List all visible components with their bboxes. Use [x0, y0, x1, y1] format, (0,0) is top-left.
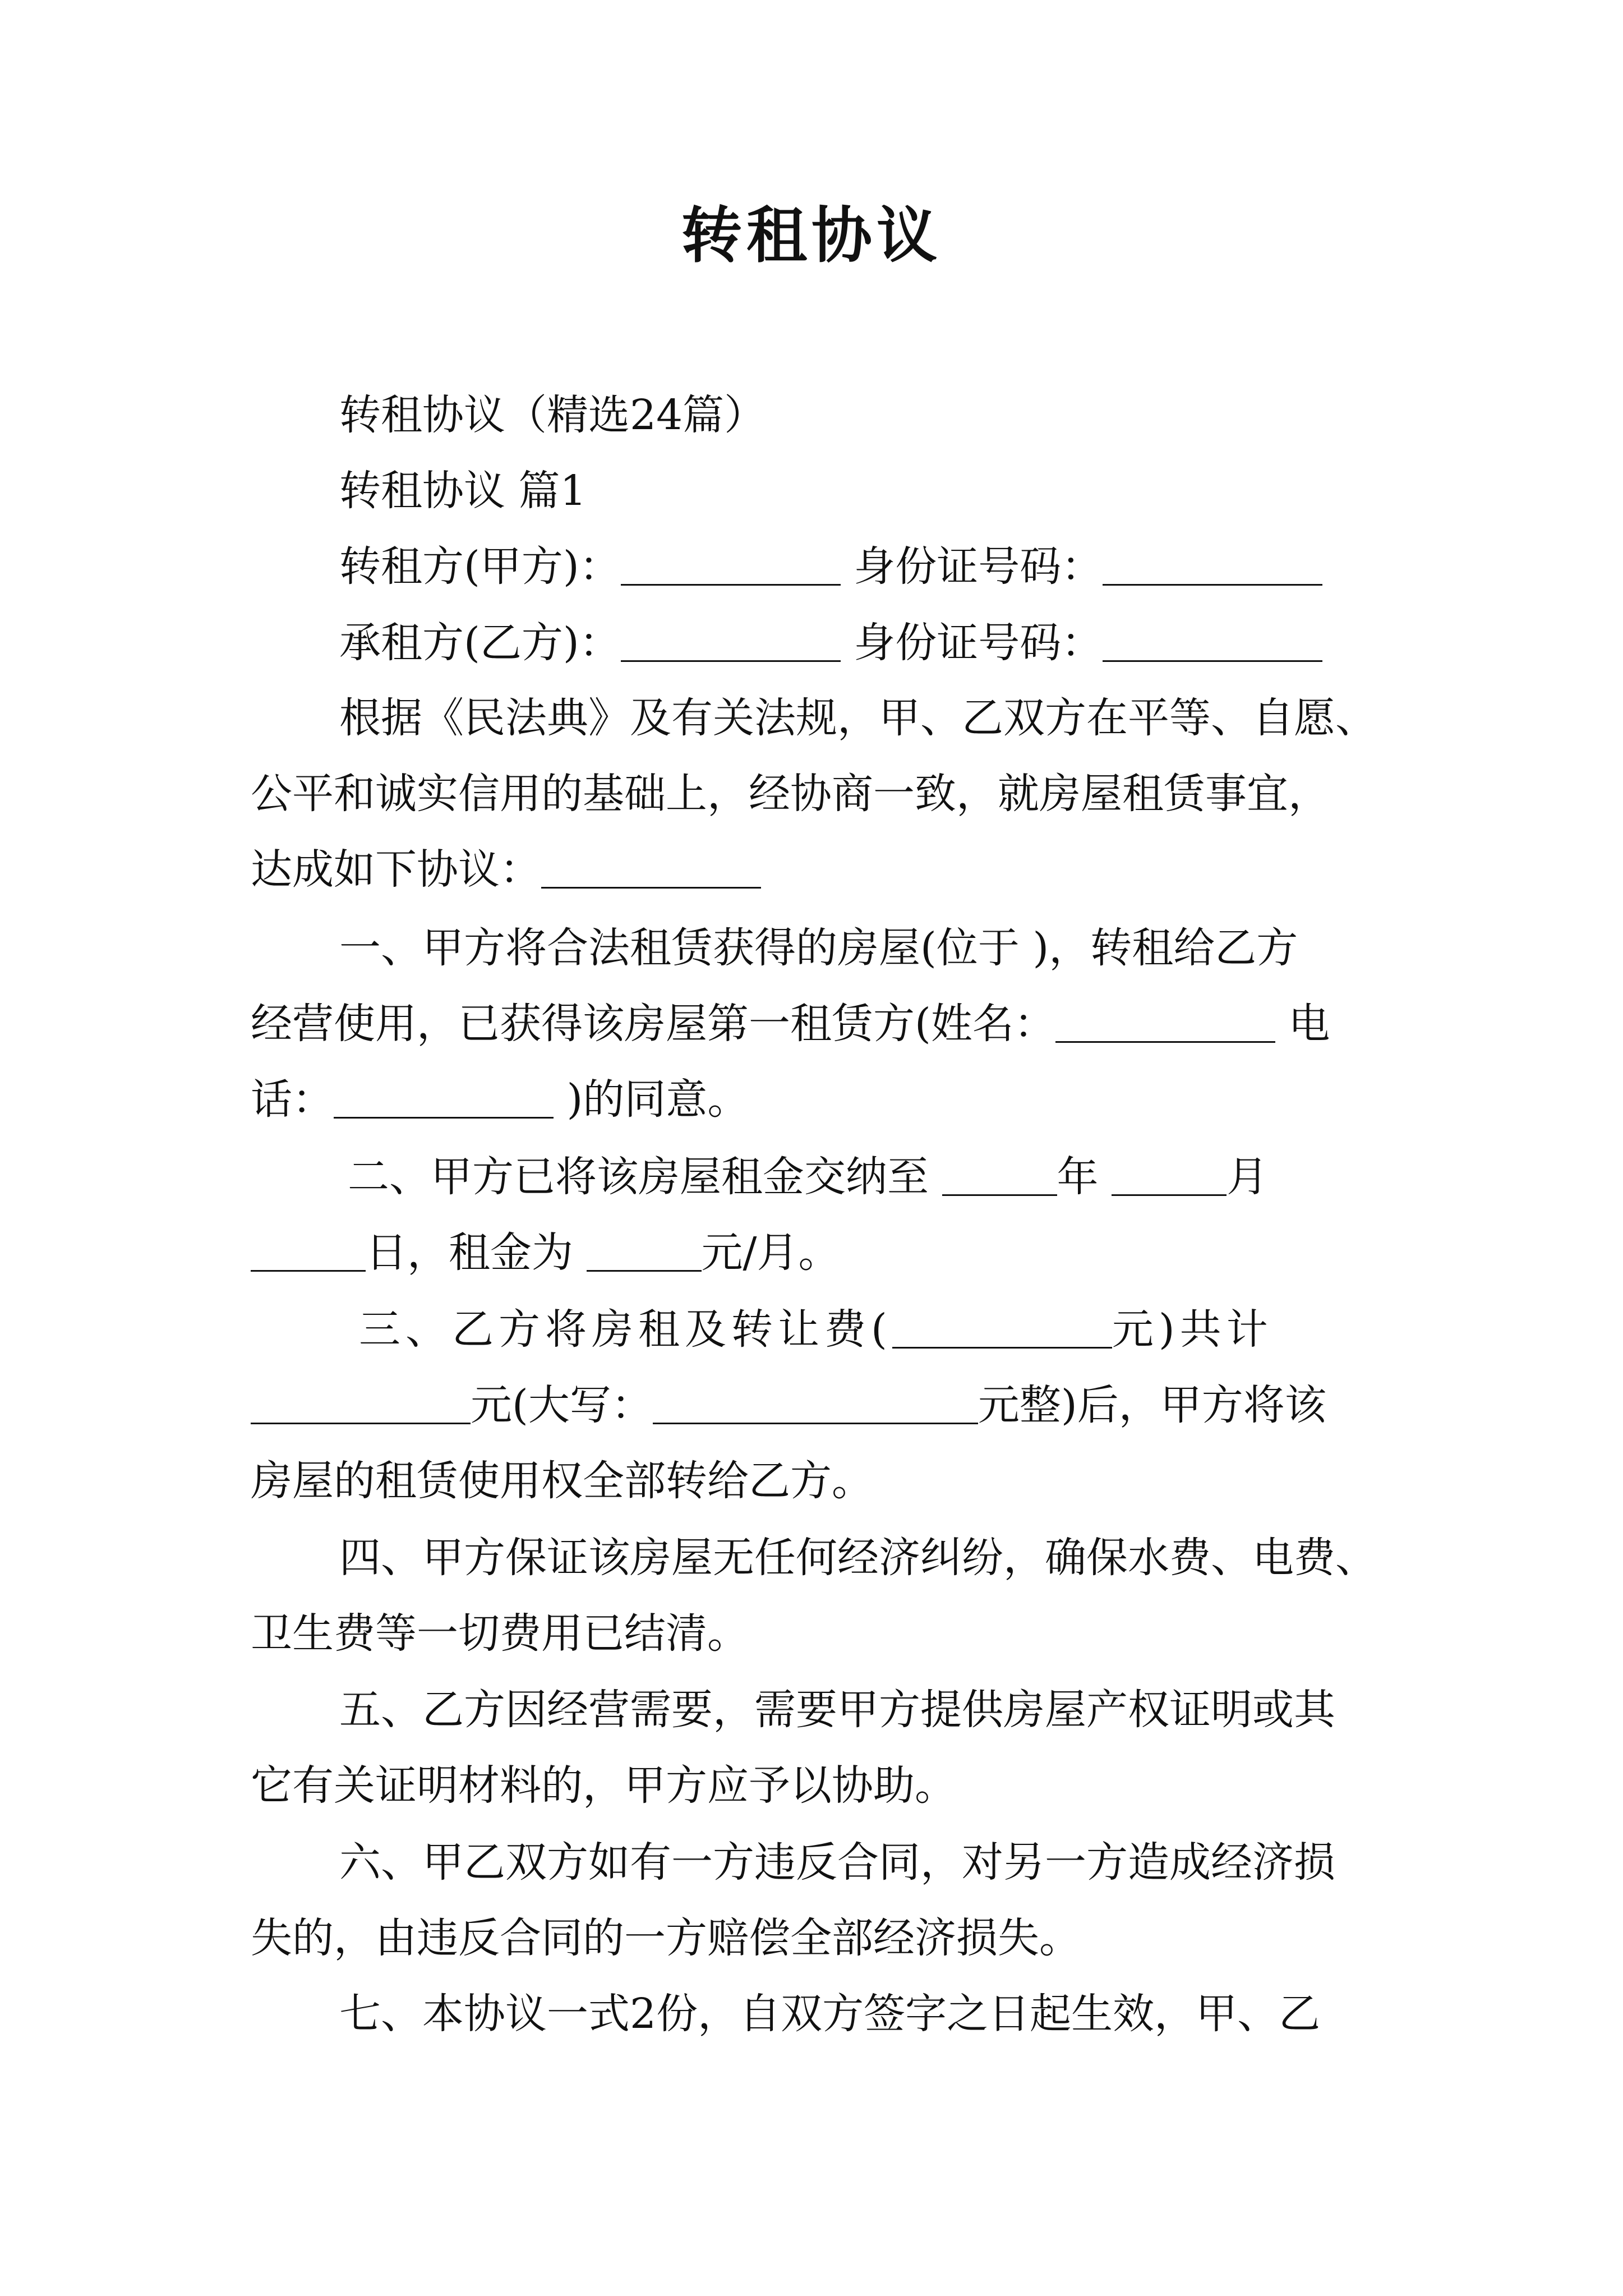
day-blank [251, 1231, 366, 1272]
clause-2-line: 二、甲方已将该房屋租金交纳至 年 月 [348, 1153, 1269, 1201]
party-b-label: 承租方(乙方)： [339, 619, 621, 667]
clause-1-line: 一、甲方将合法租赁获得的房屋(位于 )，转租给乙方 [339, 924, 1298, 972]
clause-5-line: 五、乙方因经营需要，需要甲方提供房屋产权证明或其 [339, 1686, 1335, 1734]
body-text-line: 达成如下协议： [251, 841, 1372, 898]
clause-5-line: 它有关证明材料的，甲方应予以协助。 [251, 1761, 956, 1810]
body-text-line: 公平和诚实信用的基础上，经协商一致，就房屋租赁事宜， [251, 770, 1330, 818]
clause-4-line: 卫生费等一切费用已结清。 [251, 1609, 749, 1658]
total-uppercase-blank [653, 1383, 978, 1424]
party-a-id-blank [1103, 545, 1322, 586]
clause-3-line: 元(大写： 元整)后，甲方将该 [251, 1377, 1372, 1433]
clause-3-line: 房屋的租赁使用权全部转给乙方。 [251, 1457, 873, 1505]
clause-6-line: 失的，由违反合同的一方赔偿全部经济损失。 [251, 1914, 1081, 1962]
party-a-label: 转租方(甲方)： [339, 542, 621, 591]
clause-1-line: 话： )的同意。 [251, 1075, 749, 1124]
party-b-name-blank [621, 621, 841, 662]
party-b-line [339, 615, 1461, 671]
document-title: 转租协议 [681, 200, 942, 271]
clause-2-line: 日，租金为 元/月。 [251, 1225, 1372, 1281]
landlord-name-blank [1055, 1002, 1275, 1043]
agreement-blank [541, 848, 761, 889]
clause-1-line: 经营使用，已获得该房屋第一租赁方(姓名： 电 [251, 1000, 1330, 1048]
party-a-id-label: 身份证号码： [840, 542, 1103, 591]
clause-4-line: 四、甲方保证该房屋无任何经济纠纷，确保水费、电费、 [339, 1534, 1377, 1582]
subtitle-collection: 转租协议（精选24篇） [339, 391, 766, 439]
transfer-fee-blank [892, 1308, 1112, 1349]
month-blank [1112, 1155, 1227, 1196]
subtitle-part: 转租协议 篇1 [339, 467, 587, 515]
year-blank [942, 1155, 1057, 1196]
body-text-line: 根据《民法典》及有关法规，甲、乙双方在平等、自愿、 [339, 694, 1377, 742]
party-b-id-blank [1103, 621, 1322, 662]
landlord-phone-blank [334, 1078, 554, 1119]
clause-3-line: 三、乙方将房租及转让费( 元)共计 [359, 1305, 1273, 1354]
rent-blank [587, 1231, 702, 1272]
clause-7-line: 七、本协议一式2份，自双方签字之日起生效，甲、乙 [339, 1990, 1321, 2038]
party-b-id-label: 身份证号码： [840, 619, 1103, 667]
total-blank [251, 1383, 471, 1424]
clause-6-line: 六、甲乙双方如有一方违反合同，对另一方造成经济损 [339, 1838, 1335, 1887]
party-a-line [339, 539, 1461, 595]
party-a-name-blank [621, 545, 841, 586]
